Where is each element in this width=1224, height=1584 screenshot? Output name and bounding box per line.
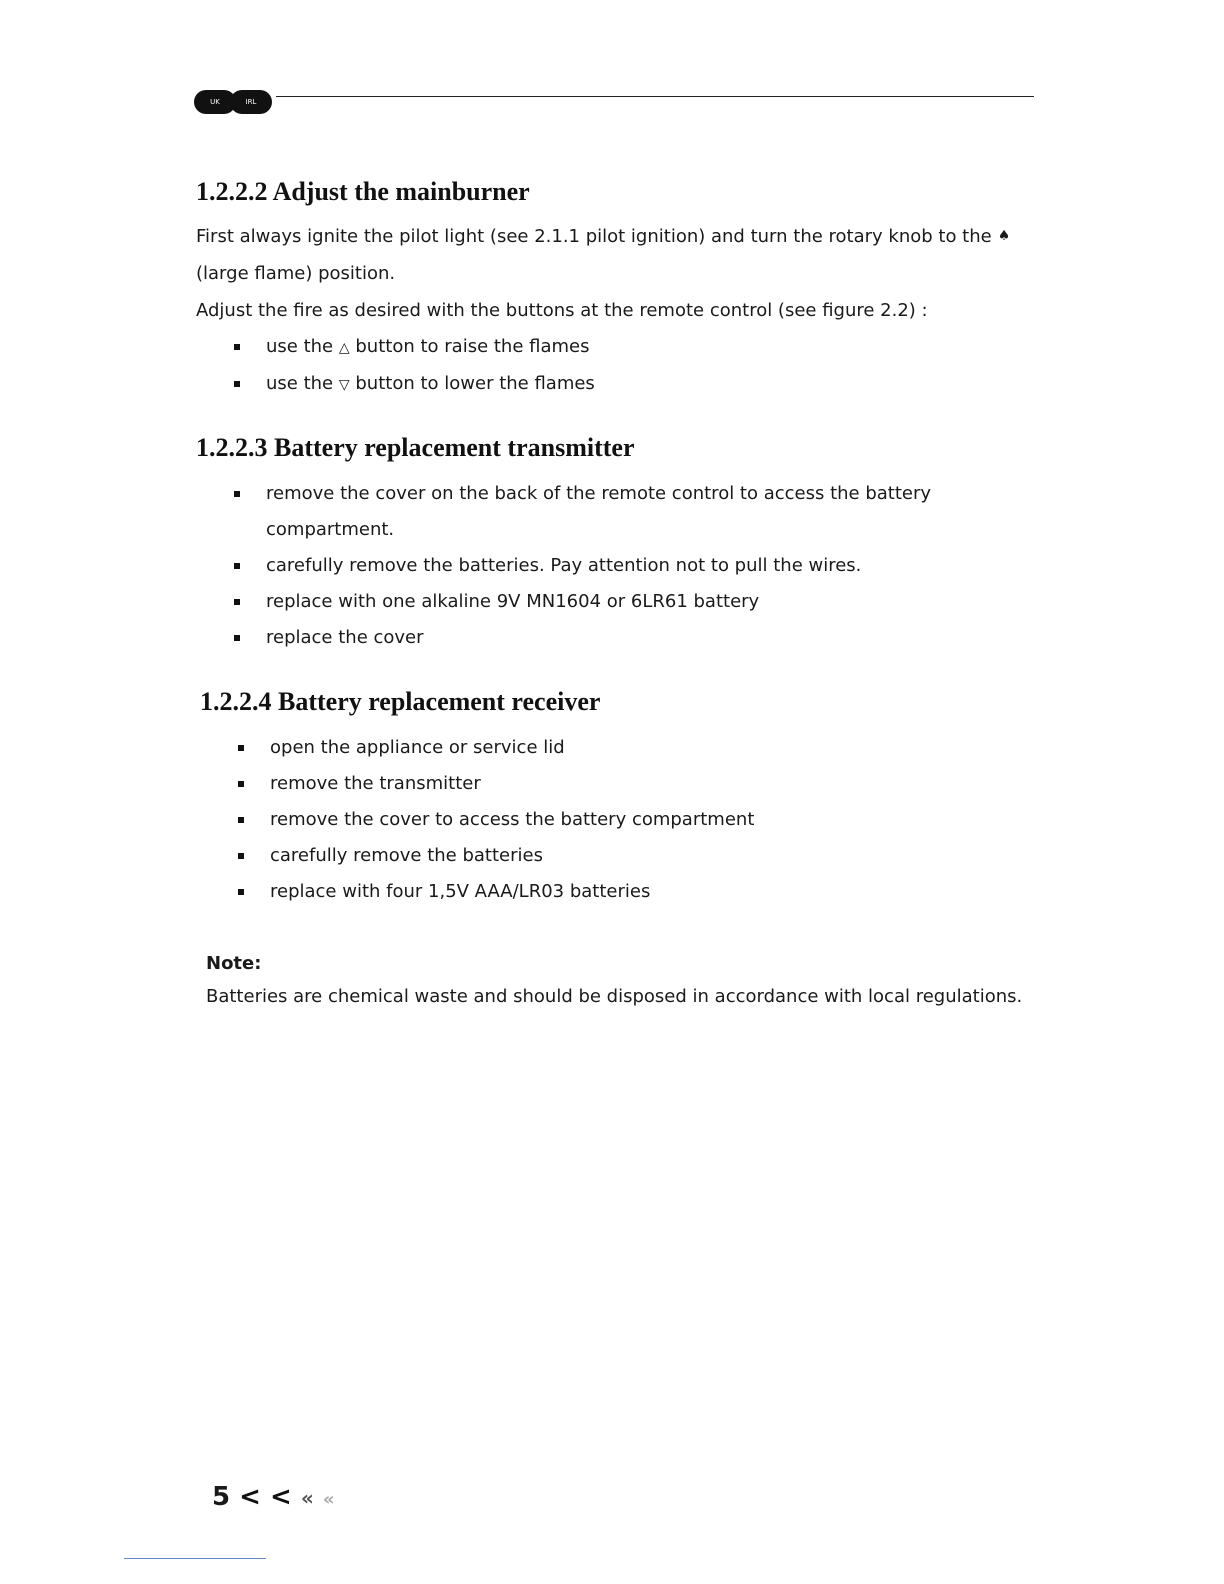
list-item: replace with one alkaline 9V MN1604 or 6LR61 battery <box>196 584 1056 620</box>
page-footer <box>212 1482 335 1512</box>
chevron-left-icon: < <box>239 1482 261 1512</box>
list-item: use the ▽ button to lower the flames <box>196 366 1056 403</box>
bullet-list <box>196 476 1056 656</box>
list-item: use the △ button to raise the flames <box>196 329 1056 366</box>
list-item-continuation: compartment. <box>266 519 395 540</box>
section-battery-transmitter <box>196 432 1056 656</box>
list-item: remove the transmitter <box>200 766 1060 802</box>
chevron-left-icon: < <box>270 1482 292 1512</box>
list-item: replace with four 1,5V AAA/LR03 batteries <box>200 874 1060 910</box>
double-chevron-left-icon: « <box>322 1489 335 1510</box>
up-triangle-icon: △ <box>338 340 350 356</box>
note-text: Batteries are chemical waste and should be disposed in accordance with local regulations. <box>206 986 1023 1007</box>
paragraph-line <box>196 218 1056 255</box>
list-item: open the appliance or service lid <box>200 730 1060 766</box>
paragraph-text: First always ignite the pilot light (see 2.1.1 pilot ignition) and turn the rotary knob to the <box>196 226 992 247</box>
section-heading: 1.2.2.3 Battery replacement transmitter <box>196 433 635 462</box>
list-item: remove the cover to access the battery compartment <box>200 802 1060 838</box>
list-item: carefully remove the batteries <box>200 838 1060 874</box>
section-battery-receiver <box>200 686 1060 910</box>
badge-uk: UK <box>194 90 236 114</box>
double-chevron-left-icon: « <box>300 1486 314 1510</box>
list-item: carefully remove the batteries. Pay attention not to pull the wires. <box>196 548 1056 584</box>
paragraph-line: Adjust the fire as desired with the buttons at the remote control (see figure 2.2) : <box>196 300 928 321</box>
bullet-list <box>196 329 1056 403</box>
section-heading: 1.2.2.2 Adjust the mainburner <box>196 177 530 206</box>
paragraph-line: (large flame) position. <box>196 263 396 284</box>
section-heading: 1.2.2.4 Battery replacement receiver <box>200 687 601 716</box>
section-adjust-mainburner <box>196 176 1056 403</box>
page-header <box>194 88 1034 116</box>
badge-irl: IRL <box>230 90 272 114</box>
list-item: remove the cover on the back of the remote control to access the battery <box>196 476 1056 512</box>
note-block <box>206 948 1066 1014</box>
large-flame-icon: ♠ <box>997 228 1011 244</box>
page-number: 5 <box>212 1482 231 1512</box>
note-label: Note: <box>206 953 262 974</box>
down-triangle-icon: ▽ <box>338 377 350 393</box>
bottom-rule <box>124 1558 266 1559</box>
bullet-list <box>200 730 1060 910</box>
header-rule <box>276 96 1034 97</box>
list-item: replace the cover <box>196 620 1056 656</box>
